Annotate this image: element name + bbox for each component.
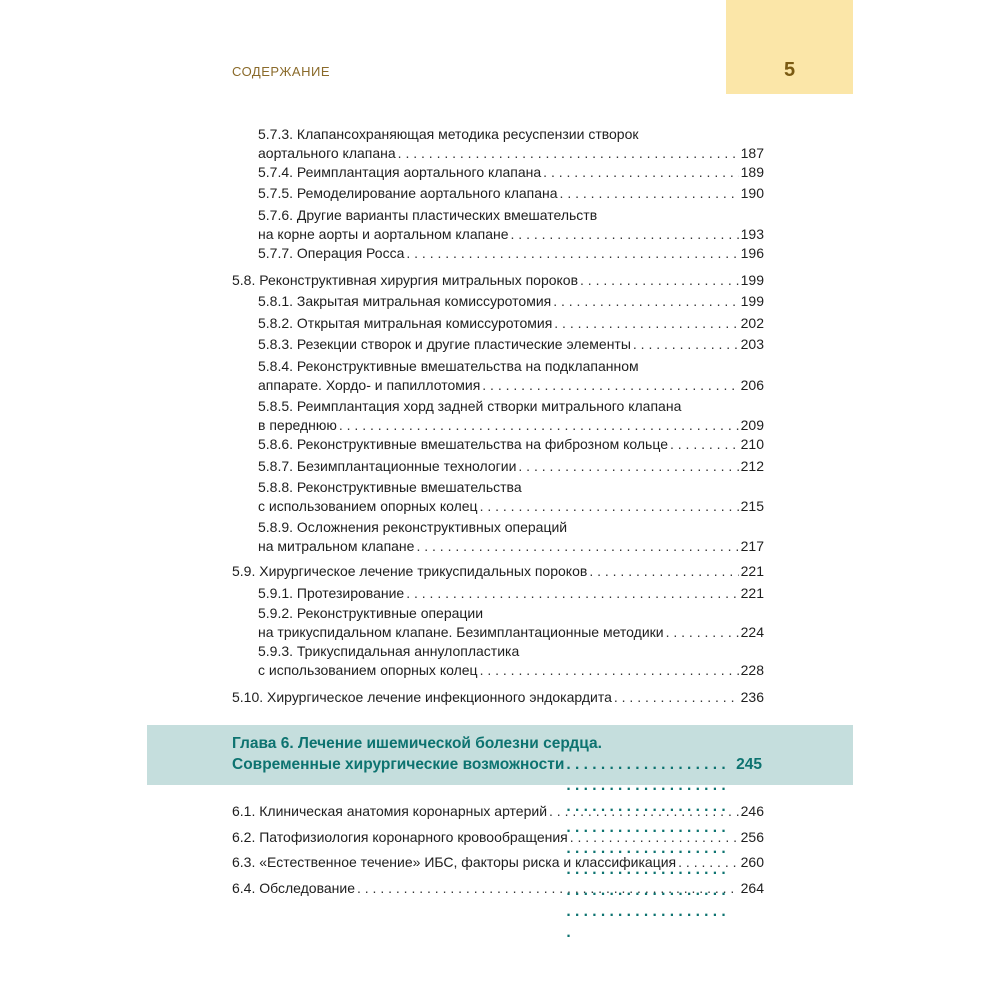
toc-entry-text: 5.7.3. Клапансохраняющая методика ресуспензии створок bbox=[258, 126, 639, 142]
toc-entry-text: 5.10. Хирургическое лечение инфекционного эндокардита bbox=[232, 689, 612, 705]
toc-entry-text: 6.3. «Естественное течение» ИБС, факторы риска и классификация bbox=[232, 854, 677, 870]
toc-page-number: 221 bbox=[740, 563, 764, 579]
toc-entry-line bbox=[258, 292, 764, 311]
toc-entry-text: 5.9.3. Трикуспидальная аннулопластика bbox=[258, 643, 520, 659]
toc-page-number: 228 bbox=[740, 662, 764, 678]
chapter-heading[interactable] bbox=[232, 733, 762, 943]
leader-dots bbox=[406, 584, 738, 603]
toc-entry[interactable] bbox=[232, 688, 764, 707]
leader-dots bbox=[482, 376, 738, 395]
leader-dots bbox=[633, 335, 739, 354]
toc-entry-text: на трикуспидальном клапане. Безимплантационные методики bbox=[258, 624, 664, 640]
toc-entry-line bbox=[258, 125, 764, 144]
toc-entry[interactable] bbox=[258, 125, 764, 163]
toc-page-number: 224 bbox=[740, 624, 764, 640]
toc-entry-text: 5.9. Хирургическое лечение трикуспидальных пороков bbox=[232, 563, 588, 579]
toc-entry[interactable] bbox=[258, 206, 764, 244]
leader-dots bbox=[614, 688, 739, 707]
toc-entry[interactable] bbox=[258, 478, 764, 516]
toc-page-number: 196 bbox=[740, 245, 764, 261]
leader-dots bbox=[480, 661, 739, 680]
toc-entry-line bbox=[258, 497, 764, 516]
toc-page-number: 193 bbox=[740, 226, 764, 242]
toc-page-number: 199 bbox=[740, 272, 764, 288]
leader-dots bbox=[511, 225, 739, 244]
toc-entry-text: 5.8. Реконструктивная хирургия митральных пороков bbox=[232, 272, 579, 288]
toc-entry-text: 6.2. Патофизиология коронарного кровообращения bbox=[232, 829, 568, 845]
toc-entry-line bbox=[258, 518, 764, 537]
toc-entry-text: 5.7.5. Ремоделирование аортального клапана bbox=[258, 185, 558, 201]
toc-entry-line bbox=[258, 357, 764, 376]
toc-entry[interactable] bbox=[258, 435, 764, 454]
leader-dots bbox=[554, 314, 738, 333]
toc-page-number: 264 bbox=[740, 880, 764, 896]
toc-page-number: 187 bbox=[740, 145, 764, 161]
toc-entry-text: 6.1. Клиническая анатомия коронарных артерий bbox=[232, 803, 548, 819]
section-label: СОДЕРЖАНИЕ bbox=[232, 64, 331, 79]
toc-entry-text: 5.9.1. Протезирование bbox=[258, 585, 405, 601]
toc-entry[interactable] bbox=[258, 457, 764, 476]
toc-entry[interactable] bbox=[258, 397, 764, 435]
toc-entry-line bbox=[258, 244, 764, 263]
leader-dots bbox=[553, 292, 738, 311]
toc-entry-line bbox=[258, 225, 764, 244]
toc-entry[interactable] bbox=[258, 642, 764, 680]
toc-page-number: 217 bbox=[740, 538, 764, 554]
leader-dots bbox=[670, 435, 739, 454]
toc-entry-line bbox=[232, 271, 764, 290]
toc-page-number: 246 bbox=[740, 803, 764, 819]
chapter-page: 245 bbox=[736, 756, 762, 773]
toc-entry-text: 5.7.6. Другие варианты пластических вмешательств bbox=[258, 207, 598, 223]
toc-page-number: 199 bbox=[740, 293, 764, 309]
toc-page-number: 203 bbox=[740, 336, 764, 352]
leader-dots bbox=[560, 184, 739, 203]
chapter-title-line-2 bbox=[232, 754, 762, 943]
toc-entry[interactable] bbox=[258, 163, 764, 182]
toc-entry-line bbox=[258, 435, 764, 454]
leader-dots bbox=[339, 416, 739, 435]
toc-entry[interactable] bbox=[258, 244, 764, 263]
toc-entry[interactable] bbox=[258, 357, 764, 395]
toc-page-number: 236 bbox=[740, 689, 764, 705]
toc-entry[interactable] bbox=[258, 184, 764, 203]
toc-page-number: 221 bbox=[740, 585, 764, 601]
toc-entry[interactable] bbox=[258, 518, 764, 556]
section-divider bbox=[232, 557, 766, 558]
toc-page-number: 260 bbox=[740, 854, 764, 870]
toc-entry[interactable] bbox=[258, 292, 764, 311]
chapter-subtitle: Современные хирургические возможности bbox=[232, 756, 565, 773]
toc-page-number: 212 bbox=[740, 458, 764, 474]
leader-dots bbox=[566, 754, 734, 943]
toc-entry-text: 5.7.4. Реимплантация аортального клапана bbox=[258, 164, 542, 180]
toc-entry-line bbox=[232, 688, 764, 707]
leader-dots bbox=[480, 497, 739, 516]
page-number: 5 bbox=[783, 58, 796, 81]
toc-page-number: 215 bbox=[740, 498, 764, 514]
toc-entry-text: 5.8.8. Реконструктивные вмешательства bbox=[258, 479, 522, 495]
toc-entry[interactable] bbox=[258, 604, 764, 642]
toc-page-number: 202 bbox=[740, 315, 764, 331]
toc-entry-line bbox=[258, 623, 764, 642]
toc-entry-text: 5.8.1. Закрытая митральная комиссуротомия bbox=[258, 293, 552, 309]
toc-entry-line bbox=[258, 144, 764, 163]
toc-entry-text: 5.8.5. Реимплантация хорд задней створки митрального клапана bbox=[258, 398, 682, 414]
toc-entry-text: аортального клапана bbox=[258, 145, 396, 161]
toc-page-number: 256 bbox=[740, 829, 764, 845]
toc-entry-text: с использованием опорных колец bbox=[258, 662, 478, 678]
section-divider bbox=[232, 265, 766, 266]
toc-page-number: 190 bbox=[740, 185, 764, 201]
leader-dots bbox=[543, 163, 738, 182]
section-divider bbox=[232, 682, 766, 683]
toc-entry-line bbox=[258, 206, 764, 225]
toc-entry-line bbox=[258, 642, 764, 661]
toc-entry-text: в переднюю bbox=[258, 417, 337, 433]
toc-entry-text: 5.9.2. Реконструктивные операции bbox=[258, 605, 484, 621]
leader-dots bbox=[398, 144, 739, 163]
toc-entry[interactable] bbox=[232, 562, 764, 581]
toc-entry-text: 5.8.2. Открытая митральная комиссуротомия bbox=[258, 315, 553, 331]
toc-entry-line bbox=[258, 184, 764, 203]
toc-entry-line bbox=[258, 163, 764, 182]
toc-entry-text: с использованием опорных колец bbox=[258, 498, 478, 514]
toc-entry-text: на корне аорты и аортальном клапане bbox=[258, 226, 509, 242]
toc-page-number: 210 bbox=[740, 436, 764, 452]
toc-entry-line bbox=[258, 416, 764, 435]
chapter-title-line-1: Глава 6. Лечение ишемической болезни сердца. bbox=[232, 735, 602, 752]
toc-entry-line bbox=[258, 478, 764, 497]
toc-entry-text: 6.4. Обследование bbox=[232, 880, 355, 896]
leader-dots bbox=[406, 244, 738, 263]
toc-entry-line bbox=[258, 335, 764, 354]
toc-entry-line bbox=[258, 314, 764, 333]
toc-entry-line bbox=[258, 584, 764, 603]
toc-entry[interactable] bbox=[232, 271, 764, 290]
toc-entry-text: 5.7.7. Операция Росса bbox=[258, 245, 405, 261]
leader-dots bbox=[580, 271, 739, 290]
toc-entry[interactable] bbox=[258, 335, 764, 354]
toc-page-number: 209 bbox=[740, 417, 764, 433]
toc-entry-text: 5.8.4. Реконструктивные вмешательства на подклапанном bbox=[258, 358, 639, 374]
toc-entry-text: аппарате. Хордо- и папиллотомия bbox=[258, 377, 481, 393]
leader-dots bbox=[589, 562, 738, 581]
toc-entry-line bbox=[258, 397, 764, 416]
toc-page-number: 189 bbox=[740, 164, 764, 180]
toc-entry-line bbox=[258, 604, 764, 623]
toc-entry-line bbox=[258, 661, 764, 680]
toc-entry-text: 5.8.7. Безимплантационные технологии bbox=[258, 458, 517, 474]
toc-entry-line bbox=[258, 457, 764, 476]
toc-entry[interactable] bbox=[258, 314, 764, 333]
toc-entry-line bbox=[258, 376, 764, 395]
leader-dots bbox=[518, 457, 738, 476]
leader-dots bbox=[666, 623, 739, 642]
page-number-tab bbox=[726, 0, 853, 94]
toc-entry-text: 5.8.6. Реконструктивные вмешательства на фиброзном кольце bbox=[258, 436, 668, 452]
leader-dots bbox=[416, 537, 738, 556]
toc-entry-text: на митральном клапане bbox=[258, 538, 415, 554]
toc-page-number: 206 bbox=[740, 377, 764, 393]
toc-entry-line bbox=[232, 562, 764, 581]
toc-entry-text: 5.8.9. Осложнения реконструктивных операций bbox=[258, 519, 568, 535]
toc-entry-text: 5.8.3. Резекции створок и другие пластические элементы bbox=[258, 336, 631, 352]
toc-entry-line bbox=[258, 537, 764, 556]
toc-entry[interactable] bbox=[258, 584, 764, 603]
